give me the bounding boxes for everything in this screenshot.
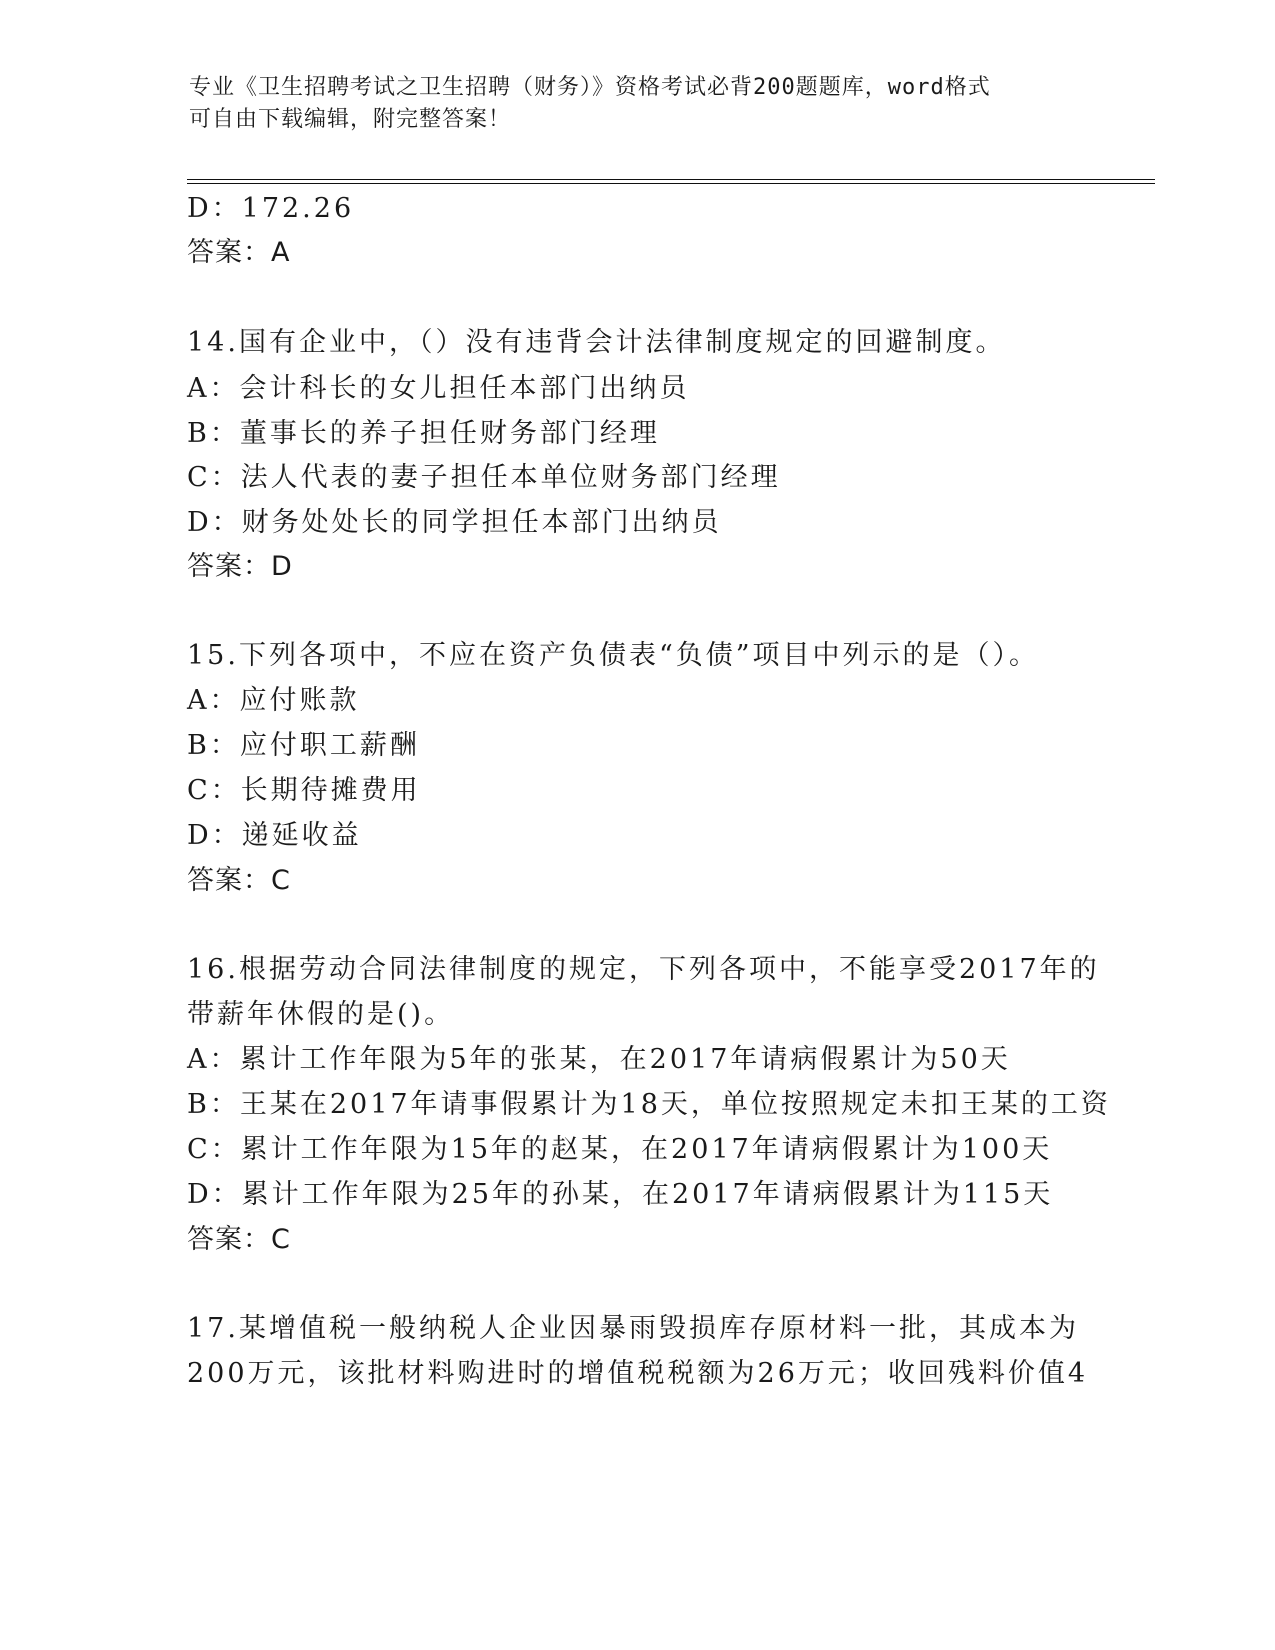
q16-answer: 答案：C [187, 1224, 291, 1255]
q14-stem: 14.国有企业中，（）没有违背会计法律制度规定的回避制度。 [187, 327, 1006, 358]
q17-stem-line-2: 200万元，该批材料购进时的增值税税额为26万元；收回残料价值4 [187, 1358, 1089, 1389]
q15-answer: 答案：C [187, 865, 291, 896]
header-title-line-1: 专业《卫生招聘考试之卫生招聘（财务）》资格考试必背200题题库，word格式 [189, 75, 991, 100]
header-divider-bottom [187, 183, 1155, 184]
q15-option-a: A：应付账款 [187, 685, 360, 716]
q13-answer: 答案：A [187, 237, 291, 268]
q14-option-d: D：财务处处长的同学担任本部门出纳员 [187, 507, 722, 538]
q15-option-c: C：长期待摊费用 [187, 775, 421, 806]
q15-option-d: D：递延收益 [187, 820, 362, 851]
q14-answer: 答案：D [187, 551, 293, 582]
q16-option-c: C：累计工作年限为15年的赵某，在2017年请病假累计为100天 [187, 1134, 1053, 1165]
q14-option-a: A：会计科长的女儿担任本部门出纳员 [187, 373, 690, 404]
q16-option-a: A：累计工作年限为5年的张某，在2017年请病假累计为50天 [187, 1044, 1011, 1075]
q16-option-b: B：王某在2017年请事假累计为18天，单位按照规定未扣王某的工资 [187, 1089, 1111, 1120]
q17-stem-line-1: 17.某增值税一般纳税人企业因暴雨毁损库存原材料一批，其成本为 [187, 1313, 1079, 1344]
q16-option-d: D：累计工作年限为25年的孙某，在2017年请病假累计为115天 [187, 1179, 1054, 1210]
q16-stem-line-1: 16.根据劳动合同法律制度的规定，下列各项中，不能享受2017年的 [187, 954, 1100, 985]
document-header [189, 72, 1089, 136]
q14-option-b: B：董事长的养子担任财务部门经理 [187, 418, 660, 449]
q13-option-d: D：172.26 [187, 193, 355, 224]
q15-option-b: B：应付职工薪酬 [187, 730, 420, 761]
q16-stem-line-2: 带薪年休假的是()。 [187, 999, 455, 1030]
q15-stem: 15.下列各项中，不应在资产负债表“负债”项目中列示的是（）。 [187, 640, 1040, 671]
header-title-line-2: 可自由下载编辑，附完整答案！ [189, 107, 512, 132]
header-divider-top [187, 179, 1155, 180]
q14-option-c: C：法人代表的妻子担任本单位财务部门经理 [187, 462, 781, 493]
